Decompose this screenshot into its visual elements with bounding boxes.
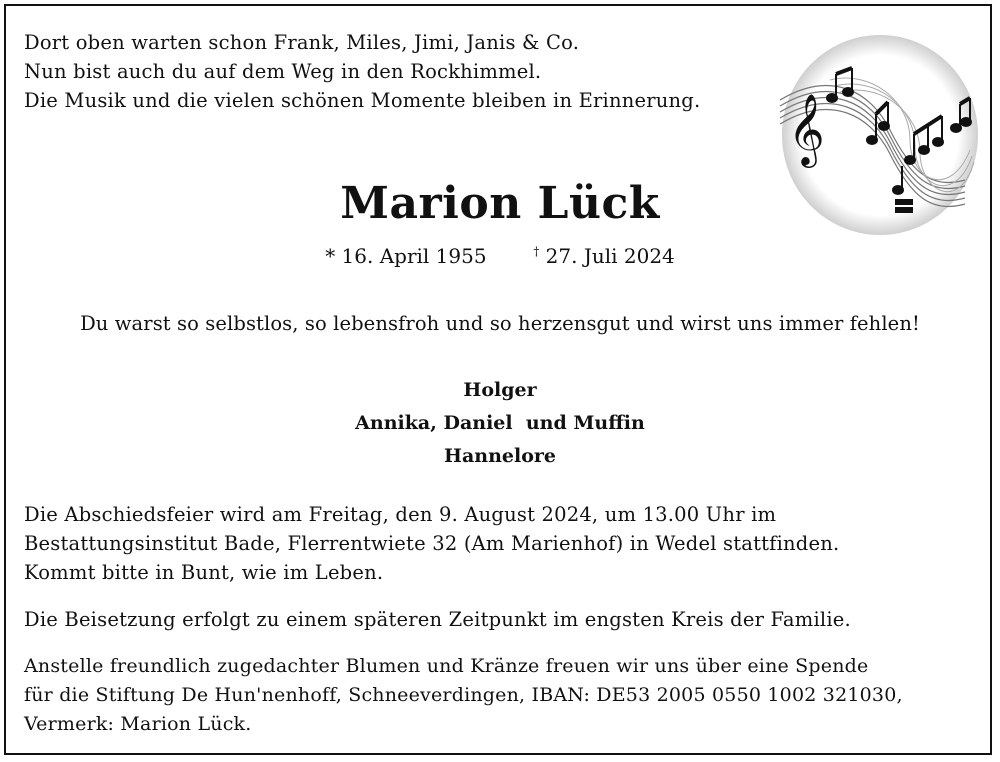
birth-date: * 16. April 1955 — [325, 244, 487, 268]
death-symbol: † — [533, 244, 540, 259]
svg-text:𝄞: 𝄞 — [788, 92, 825, 165]
donation-line: Vermerk: Marion Lück. — [24, 713, 252, 735]
ceremony-line: Bestattungsinstitut Bade, Flerrentwiete 32 (Am Marienhof) in Wedel stattfinden. — [24, 532, 840, 555]
death-date: 27. Juli 2024 — [545, 244, 675, 268]
donation-line: Anstelle freundlich zugedachter Blumen und Kränze freuen wir uns über eine Spende — [24, 655, 869, 677]
intro-line: Dort oben warten schon Frank, Miles, Jimi, Janis & Co. — [24, 31, 580, 54]
burial-paragraph — [24, 605, 851, 634]
intro-text — [24, 28, 700, 115]
deceased-name: Marion Lück — [340, 178, 660, 229]
family-name: Annika, Daniel und Muffin — [355, 412, 645, 434]
ceremony-paragraph — [24, 500, 839, 587]
ceremony-line: Die Abschiedsfeier wird am Freitag, den 9. August 2024, um 13.00 Uhr im — [24, 503, 777, 526]
donation-line: für die Stiftung De Hun'nenhoff, Schneeverdingen, IBAN: DE53 2005 0550 1002 321030, — [24, 684, 903, 706]
life-dates — [0, 244, 1000, 268]
intro-line: Die Musik und die vielen schönen Momente bleiben in Erinnerung. — [24, 89, 701, 112]
burial-line: Die Beisetzung erfolgt zu einem späteren Zeitpunkt im engsten Kreis der Familie. — [24, 608, 851, 631]
family-names — [0, 374, 1000, 473]
ceremony-line: Kommt bitte in Bunt, wie im Leben. — [24, 561, 384, 584]
family-name: Hannelore — [444, 445, 556, 467]
donation-paragraph — [24, 652, 903, 739]
intro-line: Nun bist auch du auf dem Weg in den Rockhimmel. — [24, 60, 542, 83]
family-name: Holger — [463, 379, 537, 401]
tagline: Du warst so selbstlos, so lebensfroh und so herzensgut und wirst uns immer fehlen! — [80, 312, 920, 335]
